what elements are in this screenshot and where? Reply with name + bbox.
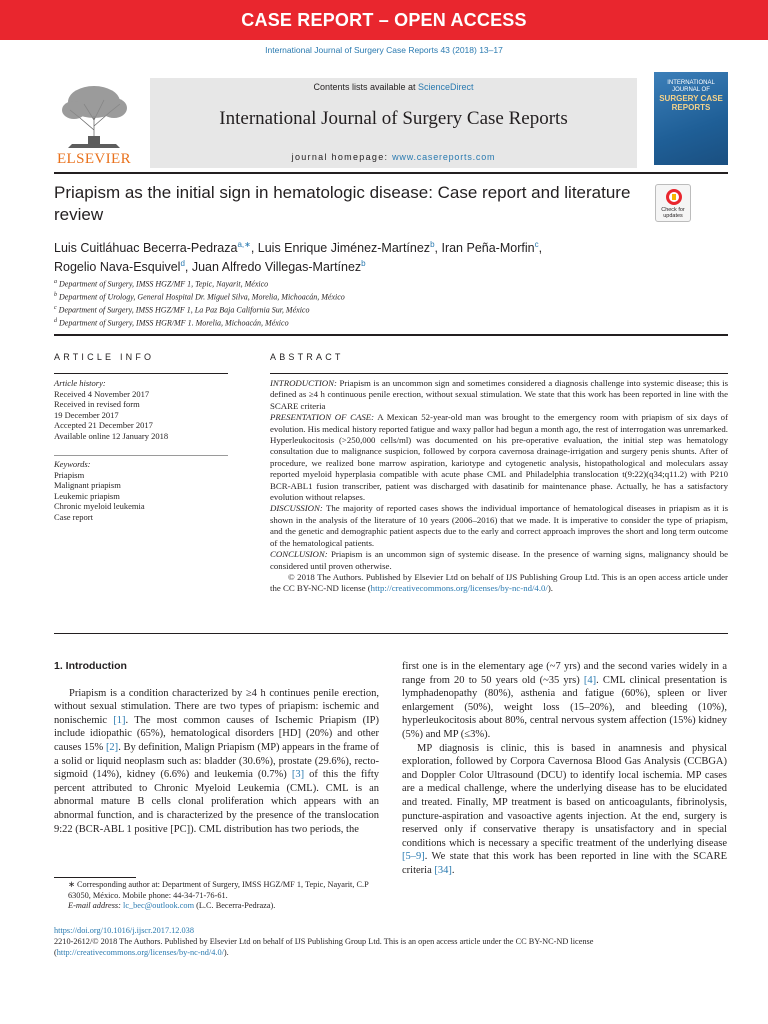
intro-text-c: . By definition, Malign Priapism (MP) appears in the frame of a solid or liquid neoplasm such as: bladder (30.6%), prostate (29.6%), recto-sigmoid (14%), kidney (6.6%) and leukemia (0.7%) — [54, 741, 380, 781]
authors-line-2 — [54, 256, 728, 275]
open-access-banner: CASE REPORT – OPEN ACCESS — [0, 0, 768, 40]
abstract-introduction — [270, 378, 728, 412]
issn-text: 2210-2612/© 2018 The Authors. Published by Elsevier Ltd on behalf of IJS Publishing Group Ltd. This is an open access article under the CC BY-NC-ND license ( — [54, 936, 594, 957]
history-item: Received in revised form — [54, 399, 140, 409]
affiliation-list — [54, 277, 728, 330]
affiliation-text: Department of Surgery, IMSS HGR/MF 1. Morelia, Michoacán, México — [57, 319, 289, 329]
affiliation-text: Department of Urology, General Hospital Dr. Miguel Silva, Morelia, Michoacán, México — [57, 292, 345, 302]
copyright-text: © 2018 The Authors. Published by Elsevier Ltd on behalf of IJS Publishing Group Ltd. This is an open access article under the CC BY-NC-ND license ( — [270, 571, 728, 594]
ref-34-link[interactable]: [34] — [434, 864, 452, 876]
article-title: Priapism as the initial sign in hematologic disease: Case report and literature review — [54, 183, 631, 224]
corresponding-author-footnote — [54, 880, 379, 912]
author-separator: , — [250, 241, 258, 256]
intro-lead: INTRODUCTION: — [270, 378, 337, 388]
right-paragraph-1 — [402, 660, 727, 742]
keyword-item: Chronic myeloid leukemia — [54, 501, 145, 511]
keywords-rule — [54, 455, 228, 456]
affiliation-item — [54, 277, 728, 290]
homepage-prefix: journal homepage: — [291, 152, 393, 162]
history-list — [54, 389, 228, 442]
affiliation-marker: d — [54, 318, 57, 325]
affiliation-item — [54, 290, 728, 303]
keywords-label: Keywords: — [54, 459, 91, 469]
abstract-end-rule — [54, 633, 728, 634]
history-item: 19 December 2017 — [54, 409, 119, 420]
author-affiliation-marker[interactable]: a,∗ — [237, 240, 251, 249]
body-right-column — [402, 660, 727, 878]
right-text-d: . We state that this work has been reported in line with the SCARE criteria — [402, 851, 727, 876]
doi-license-link[interactable]: http://creativecommons.org/licenses/by-nc-nd/4.0/ — [56, 947, 224, 957]
copyright-end: ). — [547, 583, 554, 594]
elsevier-wordmark: ELSEVIER — [56, 151, 132, 167]
affiliation-marker: b — [54, 292, 57, 299]
check-for-updates-button[interactable] — [655, 184, 691, 222]
introduction-heading: 1. Introduction — [54, 660, 127, 672]
doi-link[interactable]: https://doi.org/10.1016/j.ijscr.2017.12.038 — [54, 926, 194, 935]
affiliation-rule — [54, 334, 728, 336]
ref-4-link[interactable]: [4] — [583, 674, 597, 686]
keyword-item: Malignant priapism — [54, 480, 121, 490]
cover-small-text: INTERNATIONAL JOURNAL OF — [667, 80, 715, 93]
email-label: E-mail address: — [68, 901, 121, 911]
cover-big-text: SURGERY CASE REPORTS — [659, 94, 723, 112]
affiliation-marker: a — [54, 279, 57, 285]
right-text-e: . — [451, 864, 455, 876]
affiliation-marker: c — [54, 305, 57, 312]
affiliation-item — [54, 316, 728, 329]
email-suffix: (L.C. Becerra-Pedraza). — [194, 901, 276, 911]
intro-paragraph-1 — [54, 687, 379, 837]
abstract-rule — [270, 373, 728, 374]
author-separator: , — [434, 241, 442, 256]
keyword-list — [54, 470, 228, 523]
conclusion-lead: CONCLUSION: — [270, 549, 328, 560]
crossmark-icon — [666, 189, 682, 205]
affiliation-item — [54, 303, 728, 316]
check-badge-label: Check for updates — [661, 207, 685, 219]
cover-text — [654, 80, 728, 112]
journal-homepage — [150, 152, 637, 162]
author-name[interactable]: Luis Enrique Jiménez-Martínez — [257, 241, 431, 256]
right-text-b: . CML clinical presentation is lymphadenopathy (80%), asthenia and fatigue (60%), spleen or liver enlargement (50%), weight loss (15–20%), and bleeding (10%), hyperleukocitosis about 80%, central nervous system affection (15%) kidney (5%) and MP (≤3%). — [402, 674, 727, 740]
affiliation-text: Department of Surgery, IMSS HGZ/MF 1, Tepic, Nayarit, México — [57, 279, 269, 289]
article-info-heading: ARTICLE INFO — [54, 352, 155, 362]
contents-line — [150, 82, 637, 92]
intro-text-d: of this the fifty percent attributed to Chronic Myeloid Leukemia (CML). CML is an abnormal mature B cells clonal proliferation which appears with an abnormal function, and is characterized by the presence of the translocation 9:22 (BCR-ABL 1 positive [PC]). CML distribution has two periods, the — [54, 769, 379, 835]
contents-prefix: Contents lists available at — [313, 82, 419, 92]
authors-line-1 — [54, 237, 728, 256]
author-separator: , — [538, 241, 543, 256]
email-line — [54, 901, 379, 912]
email-link[interactable]: lc_bec@outlook.com — [123, 901, 195, 911]
keyword-item: Priapism — [54, 469, 85, 480]
article-info-rule — [54, 373, 228, 374]
abstract-copyright — [270, 572, 728, 595]
author-affiliation-marker[interactable]: b — [430, 240, 435, 249]
issn-line — [54, 937, 728, 959]
journal-title: International Journal of Surgery Case Reports — [219, 108, 568, 129]
homepage-link[interactable]: www.casereports.com — [392, 152, 496, 162]
header-rule — [54, 172, 728, 174]
issn-end: ). — [223, 947, 229, 957]
author-affiliation-marker[interactable]: d — [180, 259, 185, 269]
abstract-license-link[interactable]: http://creativecommons.org/licenses/by-nc-nd/4.0/ — [370, 583, 548, 594]
article-history — [54, 378, 228, 441]
author-name[interactable]: Iran Peña-Morfin — [441, 241, 535, 256]
right-text-c: MP diagnosis is clinic, this is based in anamnesis and physical exploration, followed by Corpora Cavernosa Blood Gas Analysis (CCBGA) and Doppler Color Ultrasound (DCU) to identify local ischemia. MP cases are a medical challenge, where the underlying disease has to be elucidated and treated. Finally, MP treatment is based on anticoagulants, fibrinolysis, puncture-aspiration and vasoactive agents injection. At the end, surgery is reserved only if conservative therapy is unsatisfactory and in special conditions which is necessary a specific treatment of the underlying disease — [402, 742, 727, 849]
history-item: Available online 12 January 2018 — [54, 430, 169, 441]
journal-cover-thumbnail — [654, 72, 728, 165]
right-paragraph-2 — [402, 742, 727, 878]
ref-5-9-link[interactable]: [5–9] — [402, 851, 425, 863]
ref-1-link[interactable]: [1] — [113, 714, 126, 726]
author-name[interactable]: Juan Alfredo Villegas-Martínez — [191, 260, 362, 275]
intro-text-a: Priapism is a condition characterized by ≥4 h continues penile erection, without sexual stimulation. There are two types of priapism: ischemic and nonischemic — [54, 687, 379, 726]
author-name[interactable]: Rogelio Nava-Esquivel — [54, 260, 181, 275]
history-label: Article history: — [54, 378, 106, 388]
ref-2-link[interactable]: [2] — [105, 741, 119, 753]
footnote-rule — [54, 877, 136, 878]
history-item: Accepted 21 December 2017 — [54, 420, 153, 430]
abstract-conclusion — [270, 549, 728, 572]
discussion-lead: DISCUSSION: — [270, 503, 323, 514]
abstract-case — [270, 412, 728, 503]
case-lead: PRESENTATION OF CASE: — [270, 412, 375, 423]
sciencedirect-link[interactable]: ScienceDirect — [418, 82, 474, 92]
abstract-text — [270, 378, 728, 595]
corresponding-text: ∗ Corresponding author at: Department of Surgery, IMSS HGZ/MF 1, Tepic, Nayarit, C.P 63050, México. Mobile phone: 44-34-71-76-61. — [68, 880, 369, 900]
intro-text: Priapism is an uncommon sign and sometimes considered a diagnosis challenge into systemic disease; this is defined as ≥4 h continuous penile erection, without sexual stimulation. We state that this work has been reported in line with the SCARE criteria — [270, 378, 728, 411]
right-text-a: first one is in the elementary age (~7 yrs) and the second varies widely in a range from 20 to 50 years old (~35 yrs) — [402, 661, 727, 686]
author-name[interactable]: Luis Cuitláhuac Becerra-Pedraza — [54, 241, 238, 256]
intro-text-b: . The most common causes of Ischemic Priapism (IP) include idiopathic (65%), hematological disorders [HD] (20%) and other causes 15% — [54, 714, 379, 753]
history-item: Received 4 November 2017 — [54, 388, 150, 399]
journal-citation-link[interactable]: International Journal of Surgery Case Reports 43 (2018) 13–17 — [265, 45, 503, 55]
author-list — [54, 237, 728, 275]
abstract-heading: ABSTRACT — [270, 352, 344, 362]
conclusion-text: Priapism is an uncommon sign of systemic disease. In the presence of warning signs, malignancy should be considered until proven otherwise. — [270, 549, 728, 571]
keywords-block — [54, 459, 228, 522]
author-affiliation-marker[interactable]: b — [361, 259, 366, 269]
doi-block — [54, 926, 728, 958]
journal-header — [150, 78, 637, 168]
discussion-text: The majority of reported cases shows the individual importance of hematological diseases in priapism as it is shown in the analysis of the literature of 10 years (2006–2016) that we made. It is imperative to consider the type of priapism, and the genetic and demographic patient aspects due to the early and correct approach improves the short and long term outcome of the hematological patients. — [270, 503, 728, 548]
case-text: A Mexican 52-year-old man was brought to the emergency room with priapism of six days of evolution. His medical history reported fatigue and waxy pallor had begun a month ago, the rest of interrogation was unremarked. Hyperleukocitosis (>250,000 cells/ml) was documented on his pre-operative evaluation, the initial step was hematology consultation due to malignance suspicion, followed by corpora cavernosa drainage-irrigation and surgery penis shunts. After of procedure, we realized bone marrow aspiration, kariotype and cytogenetic analysis, histopathological and moleculars assay reported myeloid hyperplasia compatible with acute phase CML and Philadelphia translocation t(9:22)(q34;q11.2) with P210 BCR-ABL1 fusion transcriber, patient was discharged with dasatinib for maintenance phase. Actually, he has a satisfactory evolution without relapses. — [270, 412, 729, 503]
author-separator: , — [184, 260, 192, 275]
affiliation-text: Department of Surgery, IMSS HGZ/MF 1, La Paz Baja California Sur, México — [56, 305, 310, 315]
keyword-item: Case report — [54, 511, 93, 522]
body-left-column — [54, 660, 379, 836]
keyword-item: Leukemic priapism — [54, 490, 120, 501]
abstract-discussion — [270, 503, 728, 549]
ref-3-link[interactable]: [3] — [291, 769, 305, 781]
author-affiliation-marker[interactable]: c — [534, 240, 539, 249]
